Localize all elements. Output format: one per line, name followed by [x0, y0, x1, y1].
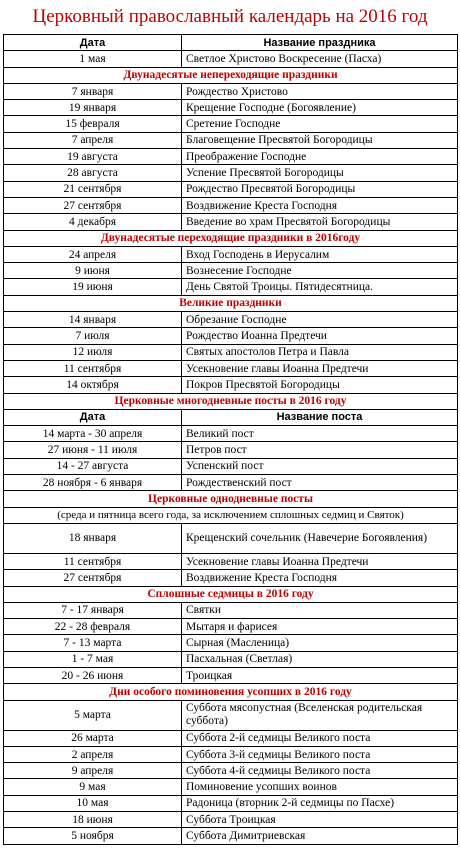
- table-row: [4, 458, 458, 474]
- table-row: [4, 828, 458, 844]
- date-cell: 19 августа: [4, 149, 182, 165]
- name-cell: День Святой Троицы. Пятидесятница.: [182, 279, 458, 295]
- section-heading-row: [4, 393, 458, 409]
- column-header-name: Название поста: [182, 409, 458, 425]
- date-cell: 19 июня: [4, 279, 182, 295]
- name-cell: Святых апостолов Петра и Павла: [182, 344, 458, 360]
- table-row: [4, 165, 458, 181]
- section-heading: Великие праздники: [4, 295, 458, 311]
- name-cell: Усекновение главы Иоанна Предтечи: [182, 360, 458, 376]
- name-cell: Пасхальная (Светлая): [182, 651, 458, 667]
- table-row: [4, 553, 458, 569]
- table-row: [4, 795, 458, 811]
- table-row: [4, 360, 458, 376]
- date-cell: 24 апреля: [4, 246, 182, 262]
- date-cell: 21 сентября: [4, 181, 182, 197]
- name-cell: Суббота Димитриевская: [182, 828, 458, 844]
- section-heading: Церковные многодневные посты в 2016 году: [4, 393, 458, 409]
- name-cell: Рождество Пресвятой Богородицы: [182, 181, 458, 197]
- name-cell: Сырная (Масленица): [182, 635, 458, 651]
- page-title: Церковный православный календарь на 2016 год: [32, 6, 428, 27]
- table-row: [4, 700, 458, 730]
- name-cell: Воздвижение Креста Господня: [182, 197, 458, 213]
- section-heading: Двунадесятые переходящие праздники в 2016году: [4, 230, 458, 246]
- name-cell: Радоница (вторник 2-й седмицы по Пасхе): [182, 795, 458, 811]
- name-cell: Успенский пост: [182, 458, 458, 474]
- date-cell: 2 апреля: [4, 746, 182, 762]
- name-cell: Сретение Господне: [182, 116, 458, 132]
- date-cell: 18 июня: [4, 812, 182, 828]
- table-row: [4, 523, 458, 553]
- date-cell: 14 - 27 августа: [4, 458, 182, 474]
- date-cell: 7 апреля: [4, 132, 182, 148]
- name-cell: Великий пост: [182, 426, 458, 442]
- table-row: [4, 570, 458, 586]
- section-note: (среда и пятница всего года, за исключением сплошных седмиц и Святок): [4, 507, 458, 523]
- table-row: [4, 344, 458, 360]
- section-heading: Двунадесятые непереходящие праздники: [4, 67, 458, 83]
- date-cell: 9 мая: [4, 779, 182, 795]
- table-row: [4, 132, 458, 148]
- section-heading-row: [4, 586, 458, 602]
- section-heading: Дни особого поминовения усопших в 2016 году: [4, 684, 458, 700]
- column-header-name: Название праздника: [182, 35, 458, 51]
- table-row: [4, 181, 458, 197]
- table-row: [4, 83, 458, 99]
- date-cell: 28 августа: [4, 165, 182, 181]
- name-cell: Обрезание Господне: [182, 312, 458, 328]
- section-heading: Сплошные седмицы в 2016 году: [4, 586, 458, 602]
- table-row: [4, 442, 458, 458]
- name-cell: Святки: [182, 602, 458, 618]
- table-row: [4, 214, 458, 230]
- table-row: [4, 812, 458, 828]
- date-cell: 14 января: [4, 312, 182, 328]
- table-row: [4, 779, 458, 795]
- date-cell: 11 сентября: [4, 360, 182, 376]
- name-cell: Рождество Христово: [182, 83, 458, 99]
- date-cell: 9 апреля: [4, 763, 182, 779]
- name-cell: Троицкая: [182, 667, 458, 683]
- date-cell: 27 сентября: [4, 197, 182, 213]
- section-heading-row: [4, 67, 458, 83]
- date-cell: 5 ноября: [4, 828, 182, 844]
- name-cell: Рождественский пост: [182, 475, 458, 491]
- date-cell: 26 марта: [4, 730, 182, 746]
- date-cell: 7 - 13 марта: [4, 635, 182, 651]
- date-cell: 7 июля: [4, 328, 182, 344]
- table-row: [4, 51, 458, 67]
- date-cell: 22 - 28 февраля: [4, 619, 182, 635]
- name-cell: Воздвижение Креста Господня: [182, 570, 458, 586]
- name-cell: Мытаря и фарисея: [182, 619, 458, 635]
- table-row: [4, 602, 458, 618]
- name-cell: Усекновение главы Иоанна Предтечи: [182, 553, 458, 569]
- table-row: [4, 312, 458, 328]
- name-cell: Крещенский сочельник (Навечерие Богоявления): [182, 523, 458, 553]
- table-row: [4, 746, 458, 762]
- date-cell: 14 марта - 30 апреля: [4, 426, 182, 442]
- name-cell: Благовещение Пресвятой Богородицы: [182, 132, 458, 148]
- table-row: [4, 667, 458, 683]
- table-row: [4, 246, 458, 262]
- section-heading-row: [4, 295, 458, 311]
- table-row: [4, 619, 458, 635]
- name-cell: Суббота Троицкая: [182, 812, 458, 828]
- name-cell: Вознесение Господне: [182, 263, 458, 279]
- table-row: [4, 279, 458, 295]
- note-row: [4, 507, 458, 523]
- calendar-table-body: [4, 35, 458, 845]
- date-cell: 19 января: [4, 100, 182, 116]
- date-cell: 1 - 7 мая: [4, 651, 182, 667]
- date-cell: 14 октября: [4, 377, 182, 393]
- name-cell: Петров пост: [182, 442, 458, 458]
- date-cell: 7 января: [4, 83, 182, 99]
- table-row: [4, 635, 458, 651]
- table-row: [4, 149, 458, 165]
- table-row: [4, 763, 458, 779]
- date-cell: 10 мая: [4, 795, 182, 811]
- name-cell: Суббота 4-й седмицы Великого поста: [182, 763, 458, 779]
- table-row: [4, 116, 458, 132]
- name-cell: Успение Пресвятой Богородицы: [182, 165, 458, 181]
- date-cell: 11 сентября: [4, 553, 182, 569]
- date-cell: 27 сентября: [4, 570, 182, 586]
- name-cell: Преображение Господне: [182, 149, 458, 165]
- section-heading-row: [4, 230, 458, 246]
- table-row: [4, 426, 458, 442]
- table-row: [4, 377, 458, 393]
- table-row: [4, 730, 458, 746]
- name-cell: Суббота мясопустная (Вселенская родительская суббота): [182, 700, 458, 730]
- date-cell: 4 декабря: [4, 214, 182, 230]
- name-cell: Суббота 3-й седмицы Великого поста: [182, 746, 458, 762]
- name-cell: Рождество Иоанна Предтечи: [182, 328, 458, 344]
- table-row: [4, 263, 458, 279]
- date-cell: 5 марта: [4, 700, 182, 730]
- name-cell: Крещение Господне (Богоявление): [182, 100, 458, 116]
- table-row: [4, 197, 458, 213]
- date-cell: 15 февраля: [4, 116, 182, 132]
- table-header-row: [4, 35, 458, 51]
- name-cell: Введение во храм Пресвятой Богородицы: [182, 214, 458, 230]
- date-cell: 27 июня - 11 июля: [4, 442, 182, 458]
- name-cell: Светлое Христово Воскресение (Пасха): [182, 51, 458, 67]
- date-cell: 18 января: [4, 523, 182, 553]
- name-cell: Вход Господень в Иерусалим: [182, 246, 458, 262]
- date-cell: 1 мая: [4, 51, 182, 67]
- date-cell: 28 ноября - 6 января: [4, 475, 182, 491]
- table-row: [4, 100, 458, 116]
- column-header-date: Дата: [4, 35, 182, 51]
- section-heading-row: [4, 684, 458, 700]
- table-row: [4, 475, 458, 491]
- column-header-date: Дата: [4, 409, 182, 425]
- table-row: [4, 651, 458, 667]
- date-cell: 20 - 26 июня: [4, 667, 182, 683]
- name-cell: Суббота 2-й седмицы Великого поста: [182, 730, 458, 746]
- name-cell: Поминовение усопших воинов: [182, 779, 458, 795]
- table-header-row: [4, 409, 458, 425]
- date-cell: 7 - 17 января: [4, 602, 182, 618]
- table-row: [4, 328, 458, 344]
- section-heading-row: [4, 491, 458, 507]
- calendar-table: [3, 34, 458, 845]
- date-cell: 9 июня: [4, 263, 182, 279]
- date-cell: 12 июля: [4, 344, 182, 360]
- section-heading: Церковные однодневные посты: [4, 491, 458, 507]
- name-cell: Покров Пресвятой Богородицы: [182, 377, 458, 393]
